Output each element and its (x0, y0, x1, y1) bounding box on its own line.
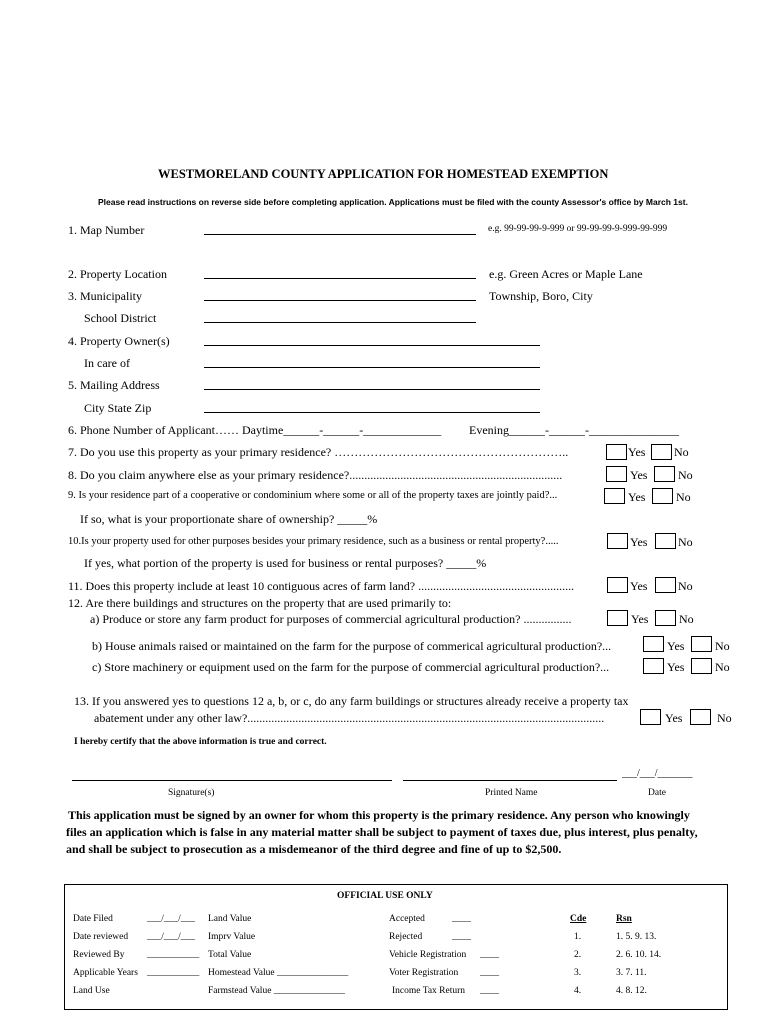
q12b-no-label: No (715, 639, 730, 653)
applicable-years-field[interactable]: ___________ (147, 968, 200, 978)
cde-4: 4. (574, 986, 582, 996)
property-location-field[interactable] (204, 278, 476, 279)
date-field[interactable]: ___/___/_______ (622, 768, 693, 779)
map-number-field[interactable] (204, 234, 476, 235)
q7-yes-label: Yes (628, 445, 646, 459)
q11-no-label: No (678, 579, 693, 593)
question-7: 7. Do you use this property as your primary residence? ………………………………………………….. (68, 445, 569, 459)
printed-name-label: Printed Name (485, 788, 538, 798)
q12c-yes-checkbox[interactable] (643, 658, 664, 674)
question-9-followup[interactable]: If so, what is your proportionate share of ownership? _____% (80, 512, 378, 526)
question-12b: b) House animals raised or maintained on the farm for the purpose of commerical agricultural production?... (92, 639, 612, 653)
signature-label: Signature(s) (168, 788, 215, 798)
official-use-box (64, 884, 728, 1010)
q8-yes-checkbox[interactable] (606, 466, 627, 482)
q12b-yes-label: Yes (667, 639, 685, 653)
q13-yes-label: Yes (665, 711, 683, 725)
q10-no-checkbox[interactable] (655, 533, 676, 549)
in-care-of-field[interactable] (204, 367, 540, 368)
q12b-yes-checkbox[interactable] (643, 636, 664, 652)
map-number-label: 1. Map Number (68, 223, 145, 237)
q12b-no-checkbox[interactable] (691, 636, 712, 652)
property-owners-field[interactable] (204, 345, 540, 346)
property-location-label: 2. Property Location (68, 267, 167, 281)
mailing-address-field[interactable] (204, 389, 540, 390)
notice-line-1: This application must be signed by an owner for whom this property is the primary residence. Any person who knowingly (68, 808, 690, 822)
official-use-title: OFFICIAL USE ONLY (337, 891, 433, 901)
question-12a: a) Produce or store any farm product for purposes of commercial agricultural production? ................ (90, 612, 572, 626)
school-district-field[interactable] (204, 322, 476, 323)
q9-no-checkbox[interactable] (652, 488, 673, 504)
map-number-hint: e.g. 99-99-99-9-999 or 99-99-99-9-999-99-999 (488, 224, 668, 234)
q12c-no-label: No (715, 660, 730, 674)
applicable-years-label: Applicable Years (73, 968, 138, 978)
q8-yes-label: Yes (630, 468, 648, 482)
q7-no-label: No (674, 445, 689, 459)
question-12c: c) Store machinery or equipment used on the farm for the purpose of commercial agricultural production?... (92, 660, 610, 674)
question-8: 8. Do you claim anywhere else as your primary residence?....................................................................... (68, 468, 563, 482)
question-12: 12. Are there buildings and structures on the property that are used primarily to: (68, 596, 452, 610)
q7-no-checkbox[interactable] (651, 444, 672, 460)
q13-no-label: No (717, 711, 732, 725)
rejected-label: Rejected (389, 932, 423, 942)
land-value-label: Land Value (208, 914, 252, 924)
q9-no-label: No (676, 490, 691, 504)
date-filed-field[interactable]: ___/___/___ (147, 914, 196, 924)
q12a-no-label: No (679, 612, 694, 626)
q9-yes-label: Yes (628, 490, 646, 504)
in-care-of-label: In care of (84, 356, 130, 370)
voter-registration-field[interactable]: ____ (480, 968, 499, 978)
vehicle-registration-field[interactable]: ____ (480, 950, 499, 960)
city-state-zip-label: City State Zip (84, 401, 152, 415)
instructions: Please read instructions on reverse side before completing application. Applications must be filed with the county Assessor's office by March 1st. (98, 197, 688, 207)
rsn-row-3: 3. 7. 11. (616, 968, 647, 978)
form-title: WESTMORELAND COUNTY APPLICATION FOR HOMESTEAD EXEMPTION (158, 167, 609, 181)
question-9: 9. Is your residence part of a cooperative or condominium where some or all of the property taxes are jointly paid?... (68, 490, 558, 501)
q8-no-checkbox[interactable] (654, 466, 675, 482)
printed-name-field[interactable] (403, 780, 617, 781)
school-district-label: School District (84, 311, 157, 325)
rsn-header: Rsn (616, 914, 632, 924)
q13-no-checkbox[interactable] (690, 709, 711, 725)
q11-yes-checkbox[interactable] (607, 577, 628, 593)
question-13-line2: abatement under any other law?....................................................................................................................... (94, 711, 605, 725)
q10-no-label: No (678, 535, 693, 549)
question-10-followup[interactable]: If yes, what portion of the property is used for business or rental purposes? _____% (84, 556, 487, 570)
cde-2: 2. (574, 950, 582, 960)
q12a-no-checkbox[interactable] (655, 610, 676, 626)
farmstead-value-label[interactable]: Farmstead Value _______________ (208, 986, 346, 996)
cde-1: 1. (574, 932, 582, 942)
rsn-row-4: 4. 8. 12. (616, 986, 647, 996)
homestead-value-label[interactable]: Homestead Value _______________ (208, 968, 349, 978)
signature-field[interactable] (72, 780, 392, 781)
q12a-yes-checkbox[interactable] (607, 610, 628, 626)
q12c-no-checkbox[interactable] (691, 658, 712, 674)
q11-yes-label: Yes (630, 579, 648, 593)
question-10: 10.Is your property used for other purposes besides your primary residence, such as a business or rental property?..... (68, 536, 559, 547)
phone-daytime[interactable]: 6. Phone Number of Applicant…… Daytime______-______-_____________ (68, 423, 442, 437)
date-filed-label: Date Filed (73, 914, 113, 924)
income-tax-return-field[interactable]: ____ (480, 986, 499, 996)
total-value-label: Total Value (208, 950, 252, 960)
municipality-hint: Township, Boro, City (489, 289, 593, 303)
date-reviewed-field[interactable]: ___/___/___ (147, 932, 196, 942)
q7-yes-checkbox[interactable] (606, 444, 627, 460)
phone-evening[interactable]: Evening______-______-_______________ (469, 423, 679, 437)
q8-no-label: No (678, 468, 693, 482)
notice-line-2: files an application which is false in any material matter shall be subject to payment of taxes due, plus interest, plus penalty, (66, 825, 698, 839)
date-reviewed-label: Date reviewed (73, 932, 129, 942)
municipality-label: 3. Municipality (68, 289, 142, 303)
cde-3: 3. (574, 968, 582, 978)
land-use-label: Land Use (73, 986, 110, 996)
q12c-yes-label: Yes (667, 660, 685, 674)
property-owners-label: 4. Property Owner(s) (68, 334, 170, 348)
rsn-row-2: 2. 6. 10. 14. (616, 950, 662, 960)
q11-no-checkbox[interactable] (655, 577, 676, 593)
q12a-yes-label: Yes (631, 612, 649, 626)
q10-yes-checkbox[interactable] (607, 533, 628, 549)
q10-yes-label: Yes (630, 535, 648, 549)
q13-yes-checkbox[interactable] (640, 709, 661, 725)
cde-header: Cde (570, 914, 587, 924)
question-11: 11. Does this property include at least 10 contiguous acres of farm land? .................................................... (68, 579, 575, 593)
reviewed-by-field[interactable]: ___________ (147, 950, 200, 960)
rsn-row-1: 1. 5. 9. 13. (616, 932, 657, 942)
income-tax-return-label: Income Tax Return (392, 986, 466, 996)
date-label: Date (648, 788, 666, 798)
mailing-address-label: 5. Mailing Address (68, 378, 160, 392)
imprv-value-label: Imprv Value (208, 932, 256, 942)
property-location-hint: e.g. Green Acres or Maple Lane (489, 267, 643, 281)
voter-registration-label: Voter Registration (389, 968, 459, 978)
municipality-field[interactable] (204, 300, 476, 301)
reviewed-by-label: Reviewed By (73, 950, 125, 960)
accepted-field[interactable]: ____ (452, 914, 471, 924)
rejected-field[interactable]: ____ (452, 932, 471, 942)
q9-yes-checkbox[interactable] (604, 488, 625, 504)
city-state-zip-field[interactable] (204, 412, 540, 413)
accepted-label: Accepted (389, 914, 425, 924)
question-13-line1: 13. If you answered yes to questions 12 a, b, or c, do any farm buildings or structures already receive a property tax (74, 694, 629, 708)
vehicle-registration-label: Vehicle Registration (389, 950, 467, 960)
notice-line-3: and shall be subject to prosecution as a misdemeanor of the third degree and fine of up to $2,500. (66, 842, 562, 856)
certify-statement: I hereby certify that the above information is true and correct. (74, 737, 327, 747)
